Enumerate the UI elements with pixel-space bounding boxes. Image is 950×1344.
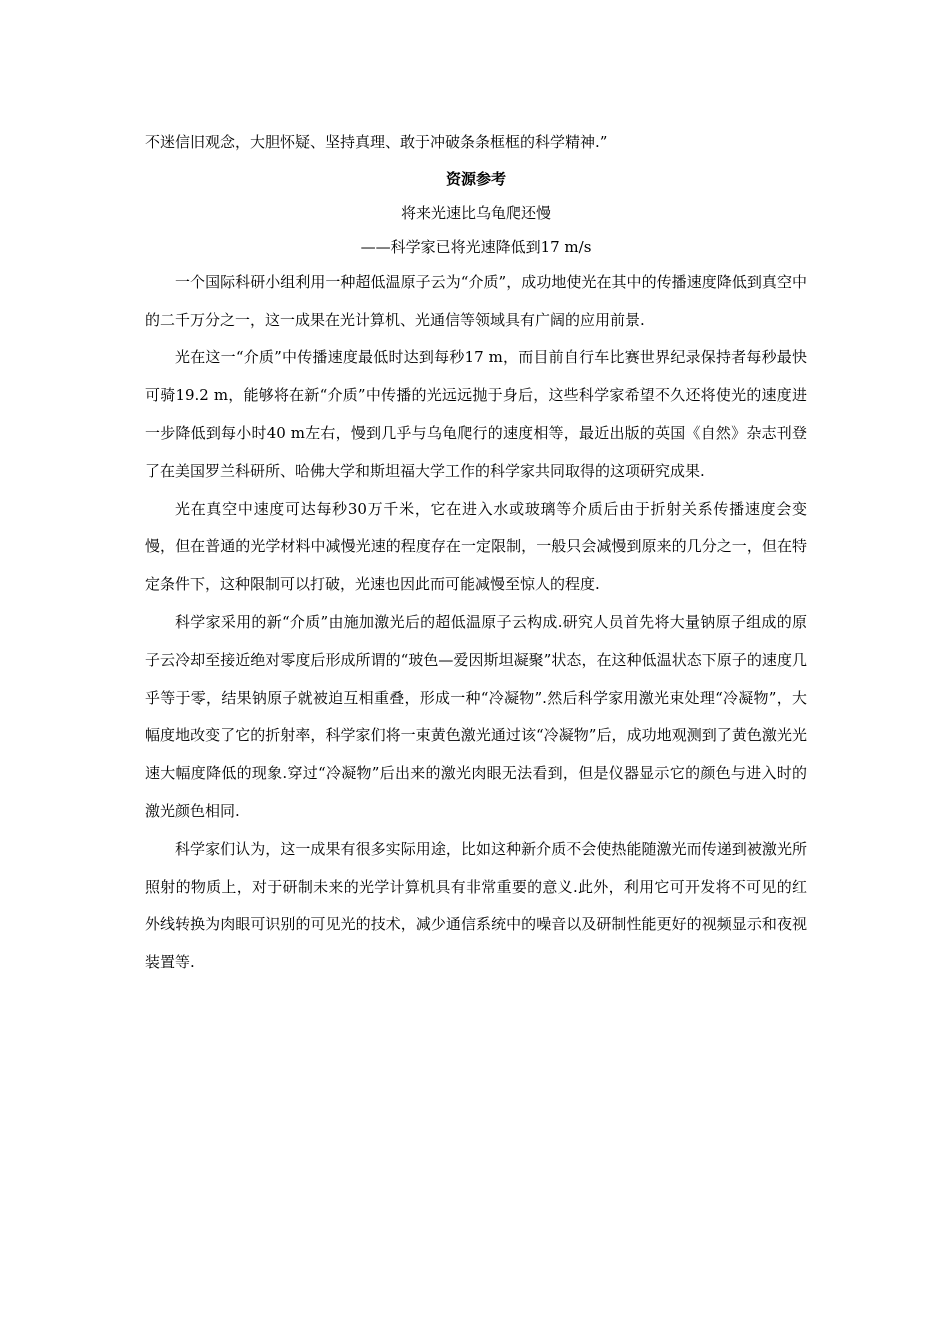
paragraph: 一个国际科研小组利用一种超低温原子云为“介质”，成功地使光在其中的传播速度降低到真空中的二千万分之一，这一成果在光计算机、光通信等领域具有广阔的应用前景. [145, 272, 807, 329]
article-title: 将来光速比乌龟爬还慢 [400, 203, 551, 222]
article-subtitle: ——科学家已将光速降低到17 m/s [360, 237, 592, 256]
paragraph: 光在真空中速度可达每秒30万千米，它在进入水或玻璃等介质后由于折射关系传播速度会变慢，但在普通的光学材料中减慢光速的程度存在一定限制，一般只会减慢到原来的几分之一，但在特定条件下，这种限制可以打破，光速也因此而可能减慢至惊人的程度. [145, 499, 807, 594]
paragraph: 科学家采用的新“介质”由施加激光后的超低温原子云构成.研究人员首先将大量钠原子组成的原子云冷却至接近绝对零度后形成所谓的“玻色—爱因斯坦凝聚”状态，在这种低温状态下原子的速度几乎等于零，结果钠原子就被迫互相重叠，形成一种“冷凝物”.然后科学家用激光束处理“冷凝物”，大幅度地改变了它的折射率，科学家们将一束黄色激光通过该“冷凝物”后，成功地观测到了黄色激光光速大幅度降低的现象.穿过“冷凝物”后出来的激光肉眼无法看到，但是仪器显示它的颜色与进入时的激光颜色相同. [145, 612, 807, 820]
section-heading: 资源参考 [445, 169, 506, 188]
intro-line: 不迷信旧观念，大胆怀疑、坚持真理、敢于冲破条条框框的科学精神.” [145, 133, 608, 151]
paragraph: 光在这一“介质”中传播速度最低时达到每秒17 m，而目前自行车比赛世界纪录保持者每秒最快可骑19.2 m，能够将在新“介质”中传播的光远远抛于身后，这些科学家希望不久还将使光的速度进一步降低到每小时40 m左右，慢到几乎与乌龟爬行的速度相等，最近出版的英国《自然》杂志刊登了在美国罗兰科研所、哈佛大学和斯坦福大学工作的科学家共同取得的这项研究成果. [145, 348, 807, 480]
paragraph: 科学家们认为，这一成果有很多实际用途，比如这种新介质不会使热能随激光而传递到被激光所照射的物质上，对于研制未来的光学计算机具有非常重要的意义.此外，利用它可开发将不可见的红外线转换为肉眼可识别的可见光的技术，减少通信系统中的噪音以及研制性能更好的视频显示和夜视装置等. [145, 839, 807, 972]
document-page [145, 124, 807, 982]
